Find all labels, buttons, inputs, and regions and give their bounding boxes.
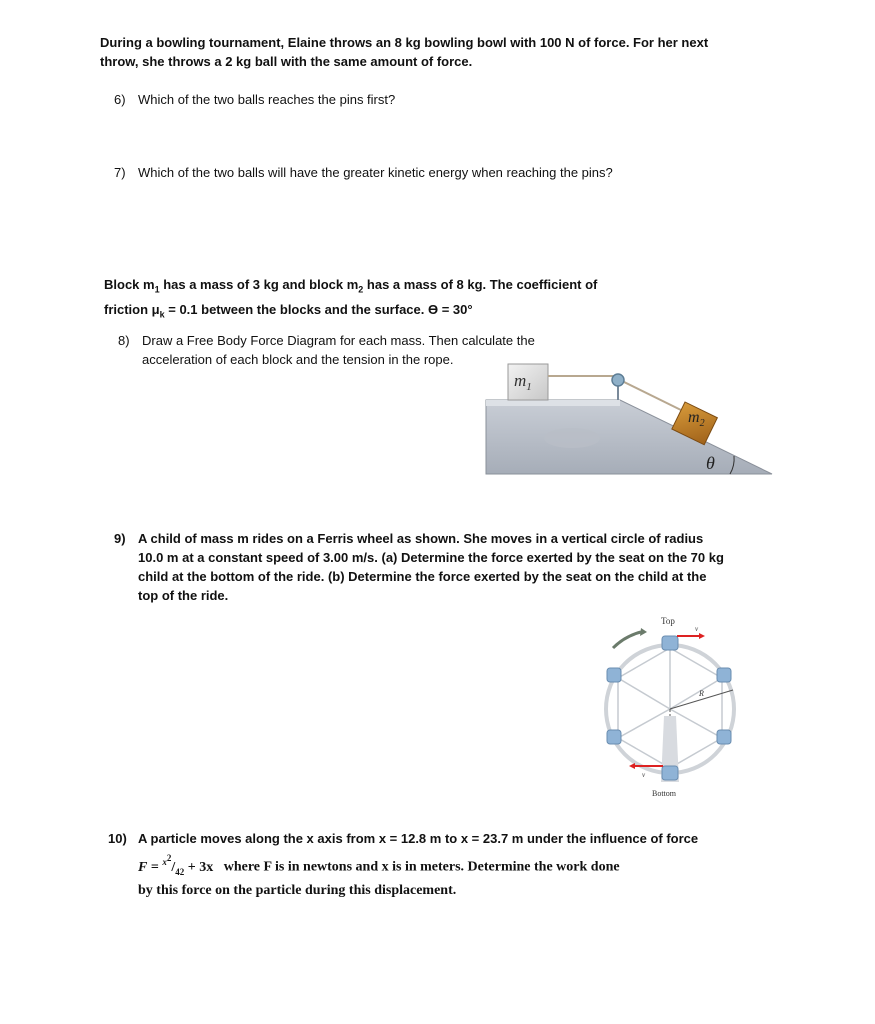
blocks-m1-subscript: 1 xyxy=(154,284,160,295)
question-8 xyxy=(118,331,535,369)
incline-surface xyxy=(486,400,772,474)
velocity-label-top: v xyxy=(695,625,699,633)
blocks-mu-subscript: k xyxy=(159,309,165,320)
m2-label: $m_2$ xyxy=(688,409,705,429)
formula-power: 2 xyxy=(166,853,172,863)
question-10-line-3: by this force on the particle during this displacement. xyxy=(138,883,457,899)
question-9-line-2: 10.0 m at a constant speed of 3.00 m/s. (a) Determine the force exerted by the seat on the 70 kg xyxy=(138,550,724,565)
intro-line-1: During a bowling tournament, Elaine throws an 8 kg bowling bowl with 100 N of force. For her next xyxy=(100,35,709,50)
question-9-line-3: child at the bottom of the ride. (b) Determine the force exerted by the seat on the child at the xyxy=(138,569,707,584)
ferris-wheel-diagram xyxy=(595,612,755,802)
question-10-number: 10) xyxy=(108,831,127,846)
blocks-line-2-part-b: = 0.1 between the blocks and the surface. ϴ = 30° xyxy=(164,301,473,317)
question-6-text: Which of the two balls reaches the pins first? xyxy=(138,92,396,107)
velocity-arrow-bottom-head xyxy=(629,763,635,769)
incline-texture xyxy=(544,428,600,448)
intro-paragraph xyxy=(100,33,708,71)
top-label: Top xyxy=(661,616,675,626)
question-7-text: Which of the two balls will have the greater kinetic energy when reaching the pins? xyxy=(138,165,613,180)
question-10-line-2-text: where F is in newtons and x is in meters. Determine the work done xyxy=(223,859,620,875)
pulley-wheel xyxy=(612,374,624,386)
question-8-line-1 xyxy=(118,331,535,350)
velocity-label-bottom: v xyxy=(642,771,646,779)
formula-x: x xyxy=(162,857,167,867)
velocity-arrow-top-head xyxy=(699,633,705,639)
question-7-number: 7) xyxy=(114,165,126,180)
bottom-label: Bottom xyxy=(652,789,677,798)
question-7 xyxy=(114,163,613,182)
formula: $F = ^{x^2}/_{42} + 3x$ xyxy=(138,853,214,877)
question-10-line-1-text: A particle moves along the x axis from x = 12.8 m to x = 23.7 m under the influence of force xyxy=(138,831,699,846)
formula-equals: = xyxy=(147,859,163,875)
formula-rest: + 3x xyxy=(184,859,214,875)
incline-diagram xyxy=(480,358,780,478)
blocks-line-1 xyxy=(104,275,597,300)
question-6-number: 6) xyxy=(114,92,126,107)
question-10 xyxy=(108,829,698,901)
blocks-line-1-part-c: has a mass of 8 kg. The coefficient of xyxy=(363,277,598,292)
blocks-line-2 xyxy=(104,300,597,325)
formula-f: F xyxy=(138,859,148,875)
theta-label: θ xyxy=(706,453,715,473)
intro-line-2: throw, she throws a 2 kg ball with the same amount of force. xyxy=(100,54,473,69)
question-10-line-1 xyxy=(108,829,698,848)
question-9-number: 9) xyxy=(114,531,126,546)
question-9 xyxy=(114,529,724,605)
incline-top-edge xyxy=(486,400,620,406)
question-6 xyxy=(114,90,395,109)
question-9-line-4: top of the ride. xyxy=(138,588,229,603)
blocks-line-2-part-a: friction μ xyxy=(104,301,160,317)
question-9-line-1 xyxy=(114,529,724,548)
question-8-line-2: acceleration of each block and the tension in the rope. xyxy=(142,352,454,367)
question-9-line-1-text: A child of mass m rides on a Ferris wheel as shown. She moves in a vertical circle of radius xyxy=(138,531,704,546)
blocks-m2-subscript: 2 xyxy=(358,284,364,295)
rotation-arrow xyxy=(613,632,641,648)
question-8-number: 8) xyxy=(118,333,130,348)
blocks-line-1-part-a: Block m xyxy=(104,277,155,292)
radius-label: R xyxy=(699,689,704,698)
m1-label: $m_1$ xyxy=(514,371,532,393)
blocks-line-1-part-b: has a mass of 3 kg and block m xyxy=(159,277,359,292)
blocks-paragraph xyxy=(104,275,597,324)
question-10-line-2 xyxy=(108,848,698,881)
formula-denominator: 42 xyxy=(175,866,185,877)
rotation-arrow-head xyxy=(640,628,647,636)
question-8-line-1-text: Draw a Free Body Force Diagram for each mass. Then calculate the xyxy=(142,333,535,348)
